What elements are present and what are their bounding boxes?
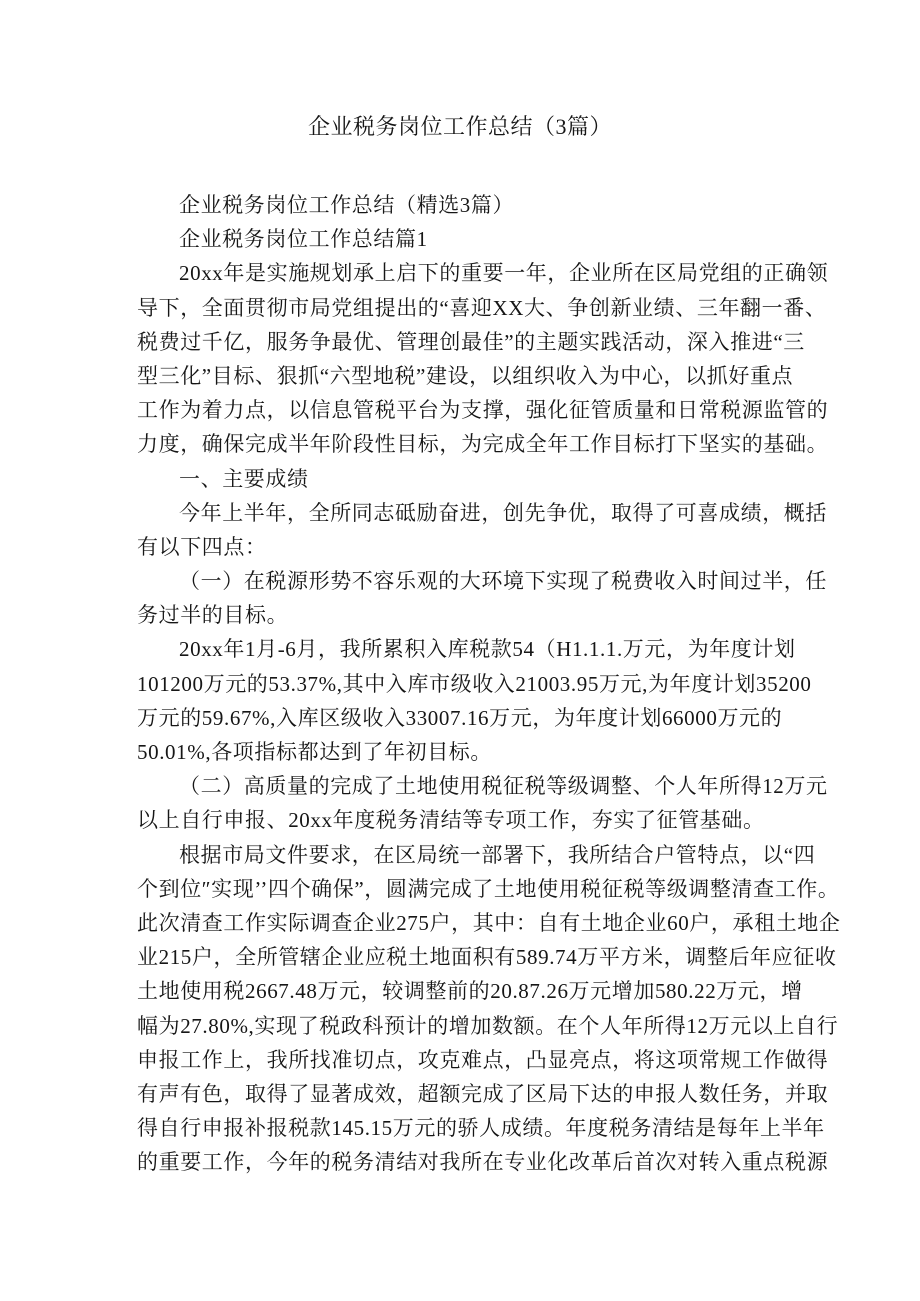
document-body [137, 188, 841, 1179]
text-line: 企业税务岗位工作总结篇1 [179, 227, 428, 252]
text-line: 根据市局文件要求，在区局统一部署下，我所结合户管特点，以“四 [179, 842, 816, 867]
text-line: 导下，全面贯彻市局党组提出的“喜迎XX大、争创新业绩、三年翻一番、 [137, 295, 827, 320]
text-line: 型三化”目标、狠抓“六型地税”建设，以组织收入为中心，以抓好重点 [137, 363, 794, 388]
text-line: 的重要工作，今年的税务清结对我所在专业化改革后首次对转入重点税源 [137, 1150, 829, 1175]
text-line: 20xx年1月-6月，我所累积入库税款54（H1.1.1.万元，为年度计划 [179, 637, 796, 662]
text-line: 工作为着力点，以信息管税平台为支撑，强化征管质量和日常税源监管的 [137, 398, 829, 423]
text-line: 企业税务岗位工作总结（精选3篇） [179, 193, 515, 217]
text-line: 申报工作上，我所找准切点，攻克难点，凸显亮点，将这项常规工作做得 [137, 1047, 829, 1072]
text-line: 以上自行申报、20xx年度税务清结等专项工作，夯实了征管基础。 [137, 808, 765, 833]
text-line: 今年上半年，全所同志砥励奋进，创先争优，取得了可喜成绩，概括 [179, 500, 827, 525]
text-line: 业215户，全所管辖企业应税土地面积有589.74万平方米，调整后年应征收 [137, 945, 837, 970]
text-line: 得自行申报补报税款145.15万元的骄人成绩。年度税务清结是每年上半年 [137, 1116, 825, 1141]
text-line: （二）高质量的完成了土地使用税征税等级调整、个人年所得12万元 [179, 774, 828, 799]
text-line: （一）在税源形势不容乐观的大环境下实现了税费收入时间过半，任 [179, 569, 827, 594]
text-line: 有以下四点： [137, 534, 267, 559]
text-line: 有声有色，取得了显著成效，超额完成了区局下达的申报人数任务，并取 [137, 1081, 829, 1106]
document-title: 企业税务岗位工作总结（3篇） [307, 114, 612, 139]
text-line: 土地使用税2667.48万元，较调整前的20.87.26万元增加580.22万元，增 [137, 979, 803, 1004]
text-line: 50.01%,各项指标都达到了年初目标。 [137, 740, 492, 764]
text-line: 一、主要成绩 [179, 466, 309, 491]
text-line: 务过半的目标。 [137, 603, 289, 628]
text-line: 20xx年是实施规划承上启下的重要一年，企业所在区局党组的正确领 [179, 261, 829, 286]
text-line: 101200万元的53.37%,其中入库市级收入21003.95万元,为年度计划35200 [137, 671, 812, 696]
text-line: 税费过千亿，服务争最优、管理创最佳”的主题实践活动，深入推进“三 [137, 329, 805, 354]
text-line: 万元的59.67%,入库区级收入33007.16万元，为年度计划66000万元的 [137, 705, 783, 730]
text-line: 个到位″实现’’四个确保”，圆满完成了土地使用税征税等级调整清查工作。 [137, 876, 840, 901]
text-line: 幅为27.80%,实现了税政科预计的增加数额。在个人年所得12万元以上自行 [137, 1013, 839, 1038]
text-line: 力度，确保完成半年阶段性目标，为完成全年工作目标打下坚实的基础。 [137, 432, 829, 457]
text-line: 此次清查工作实际调查企业275户，其中：自有土地企业60户，承租土地企 [137, 910, 841, 935]
